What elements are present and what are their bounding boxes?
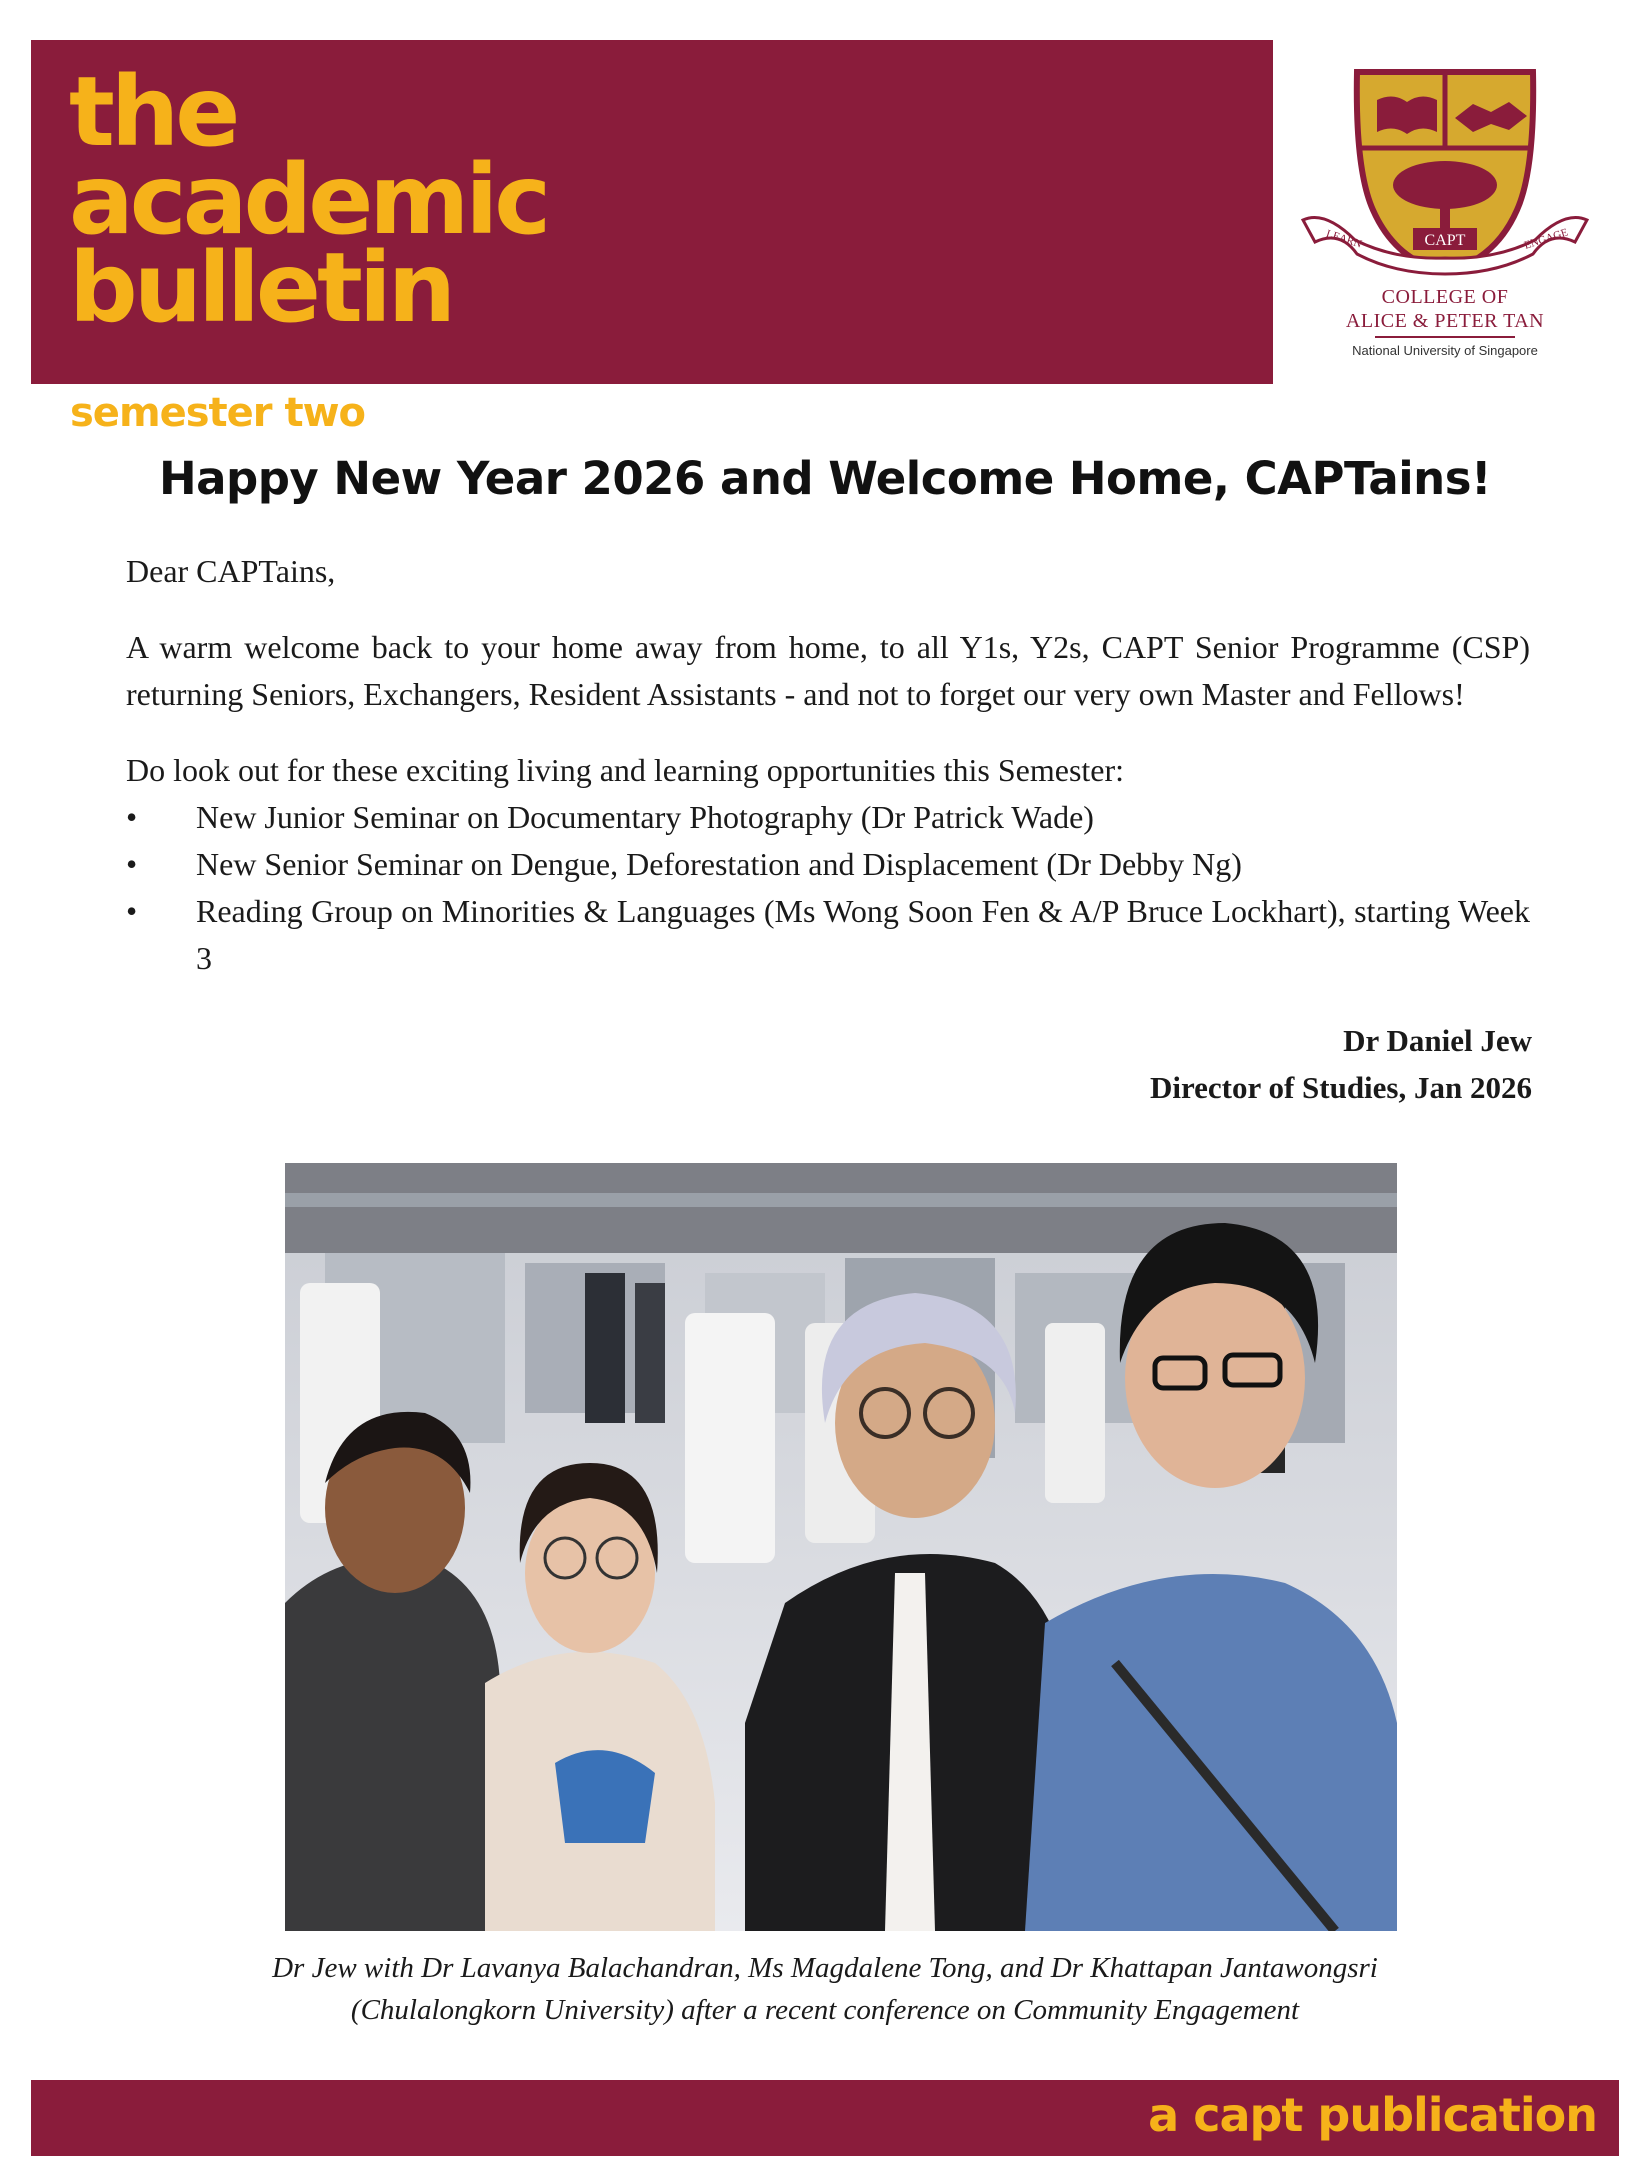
footer-banner (31, 2080, 1619, 2156)
bullet-icon: • (126, 799, 138, 835)
crest-divider (1375, 336, 1515, 338)
title-line-3: bulletin (69, 232, 453, 344)
list-item-text: Reading Group on Minorities & Languages (Ms Wong Soon Fen & A/P Bruce Lockhart), starting Week 3 (196, 893, 1530, 976)
list-item-text: New Senior Seminar on Dengue, Deforestation and Displacement (Dr Debby Ng) (196, 846, 1242, 882)
bullet-icon: • (126, 893, 138, 929)
crest-banner-center: CAPT (1424, 232, 1466, 249)
semester-label: semester two (70, 390, 366, 436)
list-item (126, 841, 1530, 888)
masthead-banner (31, 40, 1273, 384)
title-line-2: academic (69, 144, 548, 256)
college-crest-logo (1295, 60, 1595, 370)
opportunities-list (126, 794, 1530, 982)
college-name-line2: ALICE & PETER TAN (1345, 310, 1545, 332)
crest-banner-right: ENGAGE (1522, 226, 1570, 252)
list-item (126, 794, 1530, 841)
crest-banner-left: LEARN (1324, 227, 1364, 251)
bullet-icon: • (126, 846, 138, 882)
list-item (126, 888, 1530, 982)
crest-shield-icon (1295, 60, 1595, 285)
publication-title (69, 56, 548, 344)
airport-selfie-image (285, 1163, 1397, 1931)
signoff-name: Dr Daniel Jew (1343, 1023, 1532, 1058)
salutation: Dear CAPTains, (126, 553, 336, 589)
title-line-1: the (69, 56, 237, 168)
university-name: National University of Singapore (1352, 343, 1538, 358)
group-photo (285, 1163, 1397, 1931)
intro-paragraph: Do look out for these exciting living and learning opportunities this Semester: (126, 752, 1125, 788)
college-name (1295, 285, 1595, 333)
signoff-title: Director of Studies, Jan 2026 (1149, 1070, 1532, 1105)
director-letter (126, 548, 1530, 982)
caption-line-1: Dr Jew with Dr Lavanya Balachandran, Ms Magdalene Tong, and Dr Khattapan Jantawongsri (272, 1952, 1378, 1984)
photo-caption (0, 1947, 1650, 2031)
welcome-paragraph: A warm welcome back to your home away from home, to all Y1s, Y2s, CAPT Senior Programme (CSP) returning Seniors, Exchangers, Resident Assistants - and not to forget our very own Master and Fellows! (126, 629, 1530, 712)
college-name-line1: COLLEGE OF (1381, 286, 1509, 308)
footer-text: a capt publication (1148, 2088, 1597, 2142)
caption-line-2: (Chulalongkorn University) after a recent conference on Community Engagement (350, 1994, 1300, 2026)
list-item-text: New Junior Seminar on Documentary Photography (Dr Patrick Wade) (196, 799, 1094, 835)
page-headline: Happy New Year 2026 and Welcome Home, CAPTains! (158, 452, 1491, 505)
letter-signoff (1150, 1017, 1532, 1111)
